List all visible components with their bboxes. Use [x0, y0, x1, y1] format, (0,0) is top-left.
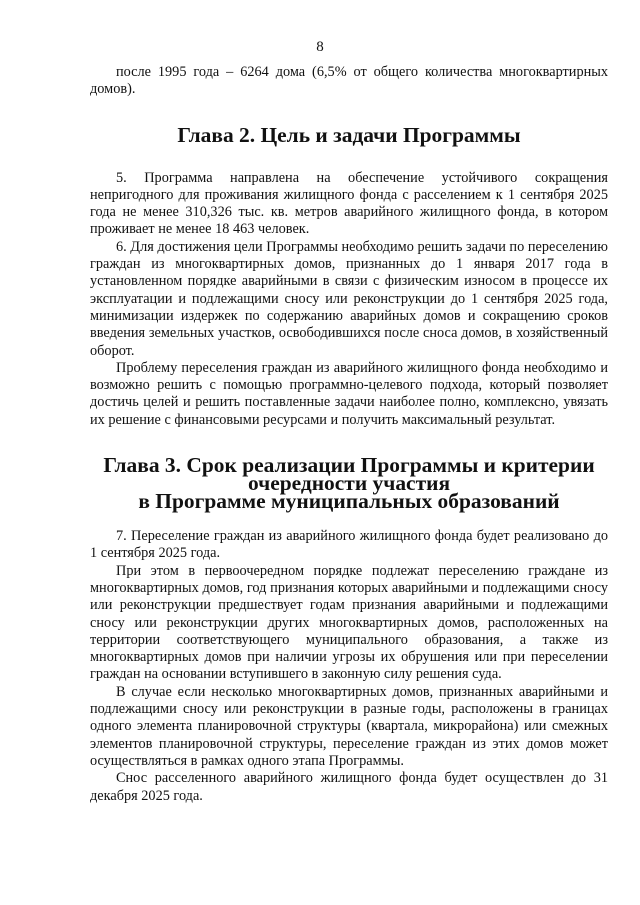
paragraph-item-6: 6. Для достижения цели Программы необходимо решить задачи по переселению граждан из многоквартирных домов, признанных до 1 января 2017 года в установленном порядке аварийными в связи с физическим износом в процессе их эксплуатации и подлежащими сносу или реконструкции до 1 сентября 2025 года, минимизации издержек по содержанию аварийных домов и сокращению сроков введения земельных участков, освободившихся после сноса домов, в хозяйственный оборот.: [90, 238, 608, 359]
paragraph-priority: При этом в первоочередном порядке подлежат переселению граждане из многоквартирных домов, год признания которых аварийными и подлежащими сносу или реконструкции предшествует годам признания аварийными и подлежащими сносу или реконструкции других многоквартирных домов, расположенных на территории соответствующего муниципального образования, а также из многоквартирных домов при наличии угрозы их обрушения или при переселении граждан на основании вступившего в законную силу решения суда.: [90, 562, 608, 683]
paragraph-item-5: 5. Программа направлена на обеспечение устойчивого сокращения непригодного для проживания жилищного фонда с расселением к 1 сентября 2025 года не менее 310,326 тыс. кв. метров аварийного жилищного фонда, в котором проживает не менее 18 463 человек.: [90, 169, 608, 238]
page-number: 8: [316, 39, 324, 55]
paragraph-item-7: 7. Переселение граждан из аварийного жилищного фонда будет реализовано до 1 сентября 2025 года.: [90, 528, 608, 562]
chapter-3-title-line-2: в Программе муниципальных образований: [138, 489, 560, 514]
chapter-3-title-line-1: Глава 3. Срок реализации Программы и критерии очередности участия: [103, 453, 595, 496]
document-body: [90, 60, 608, 805]
chapter-3-title: [90, 453, 608, 514]
paragraph-continuation: после 1995 года – 6264 дома (6,5% от общего количества многоквартирных домов).: [90, 64, 608, 98]
paragraph-demolition: Снос расселенного аварийного жилищного фонда будет осуществлен до 31 декабря 2025 года.: [90, 770, 608, 804]
paragraph-problem: Проблему переселения граждан из аварийного жилищного фонда необходимо и возможно решить с помощью программно-целевого подхода, который позволяет достичь целей и решить поставленные задачи наиболее полно, комплексно, увязать их решение с финансовыми ресурсами и получить максимальный результат.: [90, 359, 608, 428]
paragraph-multiple-buildings: В случае если несколько многоквартирных домов, признанных аварийными и подлежащими сносу или реконструкции в разные годы, расположены в границах одного элемента планировочной структуры (квартала, микрорайона) или смежных элементов планировочной структуры, переселение граждан из этих домов может осуществляться в рамках одного этапа Программы.: [90, 683, 608, 769]
chapter-2-title: Глава 2. Цель и задачи Программы: [177, 122, 521, 147]
